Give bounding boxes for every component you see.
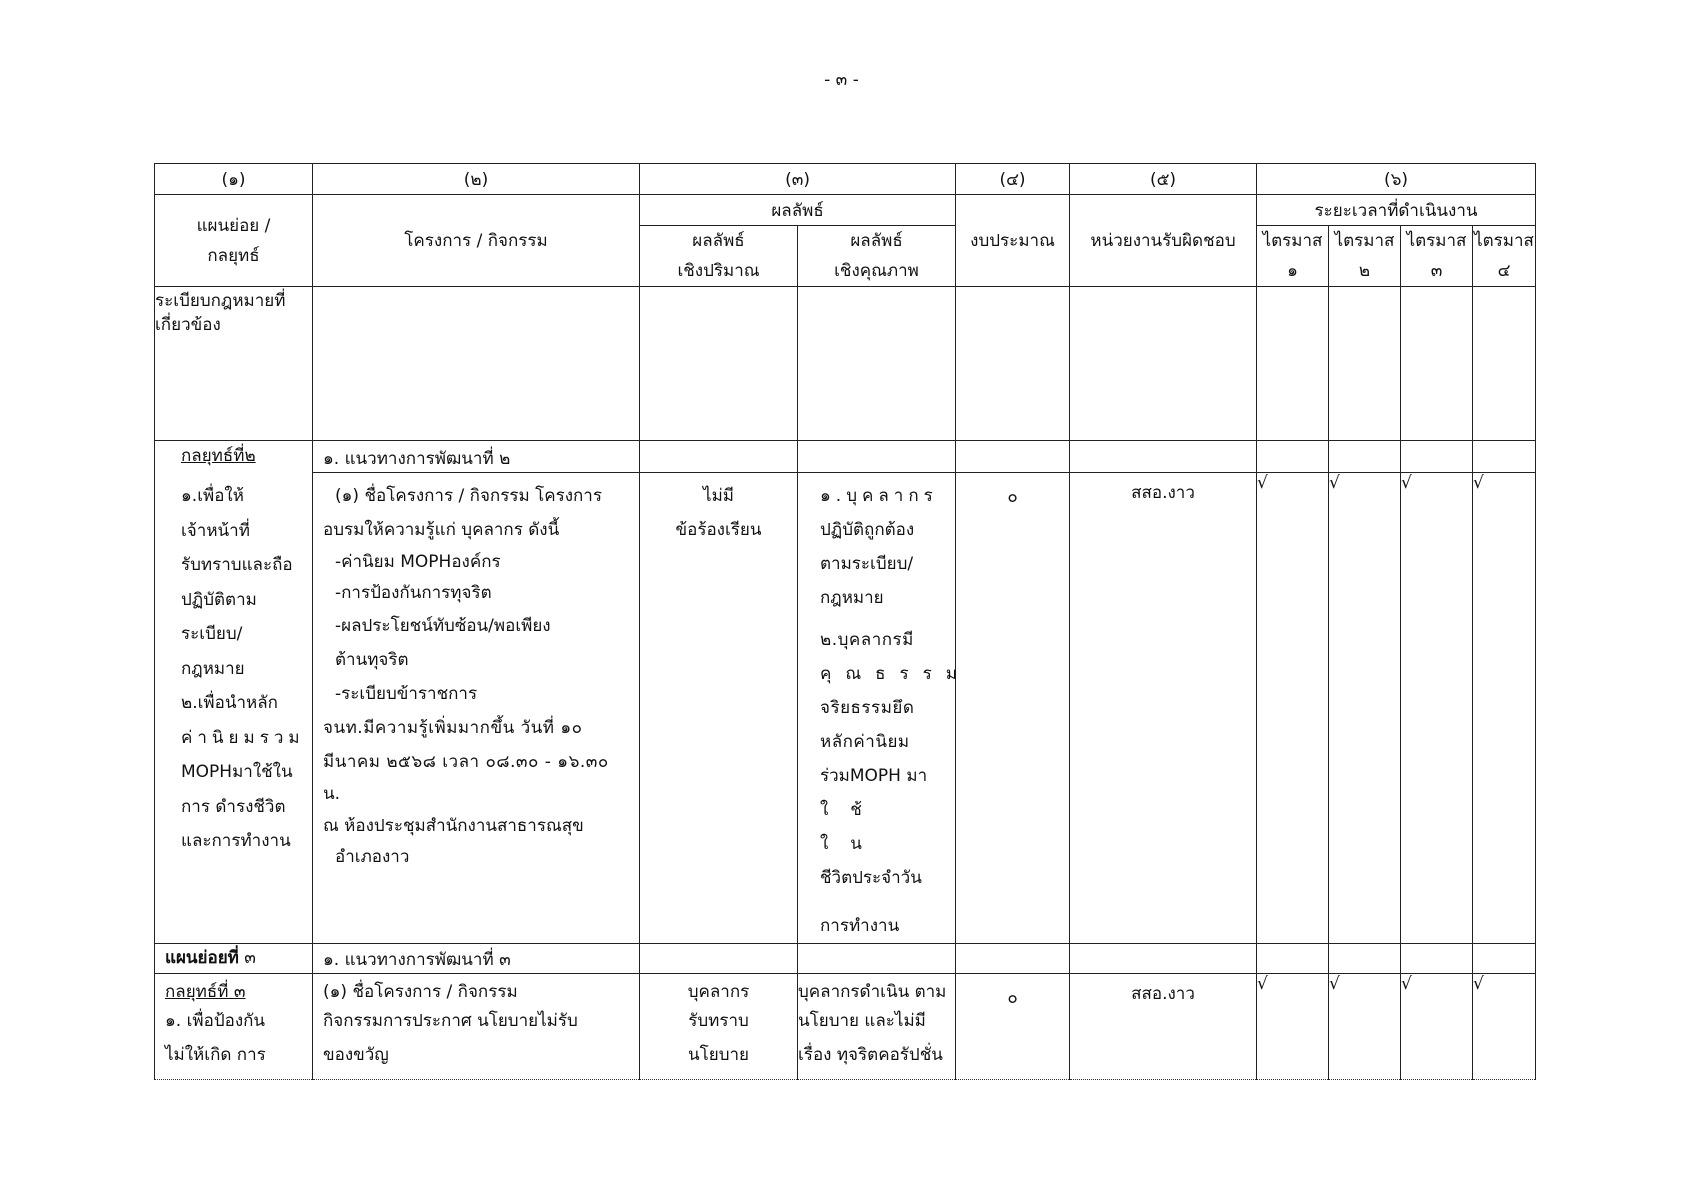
objective-line: การ ดำรงชีวิต (181, 796, 286, 817)
strategy2-title: กลยุทธ์ที่๒ (181, 446, 256, 466)
objective-line: กฎหมาย (181, 658, 245, 679)
strategy2-title-row (155, 441, 1536, 473)
continuation-line1: ระเบียบกฎหมายที่ (155, 291, 286, 311)
strategy2-q3-check: √ (1401, 473, 1473, 944)
quality-line: เรื่อง ทุจริตคอรัปชั่น (798, 1045, 943, 1065)
quality-line: ๒.บุคลากรมี (820, 630, 914, 650)
quality-line: ใช้ใน (820, 800, 884, 854)
plan3-objective-line: ไม่ให้เกิด การ (165, 1045, 266, 1065)
project-line: -ระเบียบข้าราชการ (335, 684, 478, 704)
objective-line: ปฏิบัติตาม (181, 589, 257, 610)
sub-plan-header-line2: กลยุทธ์ (207, 245, 260, 266)
quarter-4-header (1473, 226, 1536, 287)
project-line: ของขวัญ (323, 1045, 389, 1065)
sub-plan-header (155, 195, 313, 287)
objective-line: ค่านิยมรวม (181, 727, 305, 748)
project-line: ต้านทุจริต (335, 650, 409, 670)
strategy2-budget: ๐ (956, 473, 1070, 944)
strategy2-quality (798, 473, 971, 944)
plan3-quality (798, 974, 956, 1080)
project-line: -ค่านิยม MOPHองค์กร (335, 552, 501, 572)
strategy2-content-row (155, 473, 1536, 944)
objective-line: ๒.เพื่อนำหลัก (181, 693, 278, 713)
quality-line: ปฏิบัติถูกต้อง (820, 520, 915, 540)
col-num-4: (๔) (956, 164, 1070, 195)
strategy2-quantity (640, 473, 798, 944)
objective-line: ระเบียบ/ (181, 624, 243, 644)
quality-line: บุคลากรดำเนิน ตาม (798, 982, 947, 1002)
plan3-project (313, 974, 640, 1080)
quarter-label: ไตรมาส (1474, 231, 1534, 251)
continuation-row (155, 287, 1536, 441)
quarter-2-header (1329, 226, 1401, 287)
sub-plan-header-line1: แผนย่อย / (196, 215, 271, 236)
objective-line: รับทราบและถือ (181, 555, 293, 575)
plan3-content-row (155, 974, 1536, 1080)
result-quality-line1: ผลลัพธ์ (850, 231, 903, 251)
plan3-strategy: กลยุทธ์ที่ ๓ (165, 982, 246, 1002)
project-line: ณ ห้องประชุมสำนักงานสาธารณสุข (323, 816, 584, 836)
plan3-objective-line: ๑. เพื่อป้องกัน (165, 1011, 266, 1031)
quality-line: กฎหมาย (820, 588, 884, 608)
quarter-label: ไตรมาส (1262, 231, 1323, 251)
quantity-line1: ไม่มี (703, 486, 734, 506)
project-line: อำเภองาว (335, 847, 410, 867)
plan3-q2-check: √ (1329, 974, 1401, 1080)
strategy2-sub-plan (155, 441, 313, 944)
plan3-guideline: ๑. แนวทางการพัฒนาที่ ๓ (313, 944, 640, 974)
result-quantity-line2: เชิงปริมาณ (677, 261, 760, 281)
quality-line: ๑.บุคลากร (820, 486, 938, 506)
quantity-line: รับทราบ (688, 1011, 749, 1031)
quarter-num: ๒ (1358, 261, 1371, 281)
project-line: จนท.มีความรู้เพิ่มมากขึ้น วันที่ ๑๐ (323, 718, 583, 738)
plan3-title-num: ๓ (244, 948, 256, 968)
col-num-6: (๖) (1257, 164, 1536, 195)
plan3-title (155, 944, 313, 974)
plan3-q3-check: √ (1401, 974, 1473, 1080)
result-quality-line2: เชิงคุณภาพ (834, 261, 919, 281)
plan3-q4-check: √ (1473, 974, 1536, 1080)
responsible-header: หน่วยงานรับผิดชอบ (1070, 195, 1257, 287)
quality-line: คุณธรรม (820, 664, 971, 684)
plan3-title-bold: แผนย่อยที่ (165, 948, 239, 968)
project-line: กิจกรรมการประกาศ นโยบายไม่รับ (323, 1011, 578, 1031)
quarter-label: ไตรมาส (1406, 231, 1467, 251)
plan3-responsible: สสอ.งาว (1070, 974, 1257, 1080)
objective-line: ๑.เพื่อให้ (181, 486, 244, 506)
project-line: -การป้องกันการทุจริต (335, 583, 492, 603)
plan-table (154, 163, 1536, 1080)
project-line: (๑) ชื่อโครงการ / กิจกรรม (323, 982, 518, 1002)
quarter-label: ไตรมาส (1334, 231, 1395, 251)
strategy2-q4-check: √ (1473, 473, 1536, 944)
project-line: อบรมให้ความรู้แก่ บุคลากร ดังนี้ (323, 520, 560, 540)
quality-line: จริยธรรมยึด (820, 698, 915, 718)
strategy2-guideline: ๑. แนวทางการพัฒนาที่ ๒ (313, 441, 640, 473)
continuation-line2: เกี่ยวข้อง (155, 315, 221, 335)
project-line: น. (323, 784, 341, 804)
plan3-sub-plan (155, 974, 313, 1080)
col-num-2: (๒) (313, 164, 640, 195)
quality-line: ร่วมMOPH มา (820, 766, 928, 786)
page-number: - ๓ - (824, 70, 859, 90)
strategy2-responsible: สสอ.งาว (1070, 473, 1257, 944)
project-line: -ผลประโยชน์ทับซ้อน/พอเพียง (335, 616, 551, 636)
strategy2-q2-check: √ (1329, 473, 1401, 944)
budget-header: งบประมาณ (956, 195, 1070, 287)
quantity-line: บุคลากร (687, 982, 750, 1002)
quantity-line2: ข้อร้องเรียน (675, 520, 762, 540)
objective-line: เจ้าหน้าที่ (181, 520, 250, 541)
timeframe-header: ระยะเวลาที่ดำเนินงาน (1257, 195, 1536, 226)
result-quantity-header (640, 226, 798, 287)
quality-line: หลักค่านิยม (820, 732, 910, 752)
strategy2-project (313, 473, 640, 944)
objective-line: และการทำงาน (181, 831, 291, 851)
project-line: มีนาคม ๒๕๖๘ เวลา ๐๘.๓๐ - ๑๖.๓๐ (323, 752, 609, 772)
plan3-budget: ๐ (956, 974, 1070, 1080)
plan3-q1-check: √ (1257, 974, 1329, 1080)
strategy2-objectives (181, 471, 312, 859)
header-row (155, 195, 1536, 226)
quarter-num: ๑ (1287, 261, 1298, 281)
quarter-1-header (1257, 226, 1329, 287)
result-quality-header (798, 226, 956, 287)
plan3-title-row (155, 944, 1536, 974)
quality-line: นโยบาย และไม่มี (798, 1011, 926, 1031)
col-num-5: (๕) (1070, 164, 1257, 195)
col-num-1: (๑) (155, 164, 313, 195)
column-number-row (155, 164, 1536, 195)
result-quantity-line1: ผลลัพธ์ (692, 231, 745, 251)
quarter-num: ๓ (1430, 261, 1443, 281)
quality-line: ตามระเบียบ/ (820, 554, 914, 574)
quantity-line: นโยบาย (687, 1045, 749, 1065)
objective-line: MOPHมาใช้ใน (181, 762, 293, 782)
project-line: (๑) ชื่อโครงการ / กิจกรรม โครงการ (335, 486, 602, 506)
continuation-sub-plan (155, 287, 313, 441)
quarter-num: ๔ (1497, 261, 1511, 281)
quality-line: ชีวิตประจำวัน (820, 868, 922, 888)
quality-line: การทำงาน (820, 916, 900, 936)
plan3-quantity (640, 974, 798, 1080)
project-header: โครงการ / กิจกรรม (313, 195, 640, 287)
quarter-3-header (1401, 226, 1473, 287)
strategy2-q1-check: √ (1257, 473, 1329, 944)
col-num-3: (๓) (640, 164, 956, 195)
results-header: ผลลัพธ์ (640, 195, 956, 226)
